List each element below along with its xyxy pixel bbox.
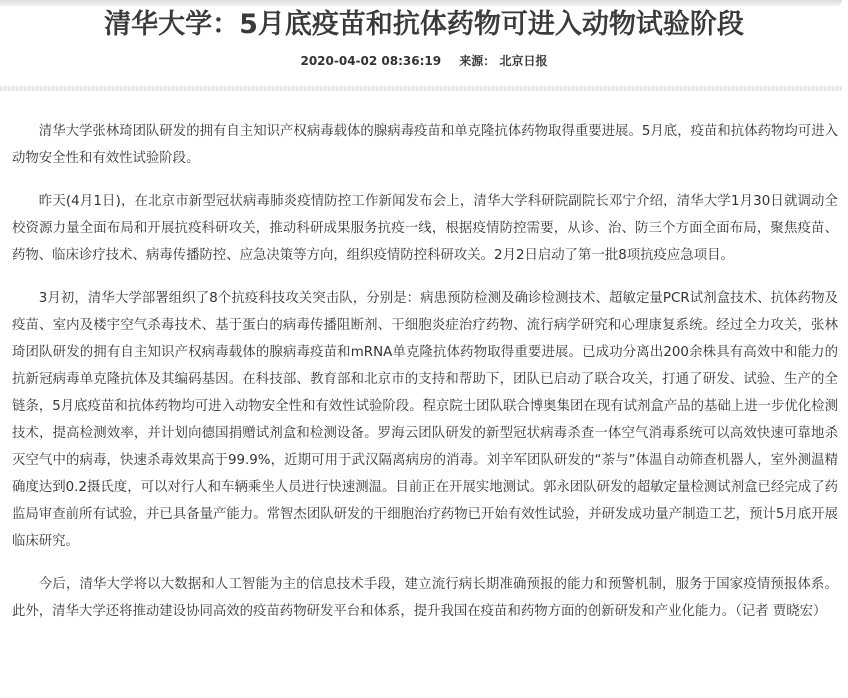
paragraph-4: 今后，清华大学将以大数据和人工智能为主的信息技术手段，建立流行病长期准确预报的能力和预警机制，服务于国家疫情预报体系。此外，清华大学还将推动建设协同高效的疫苗药物研发平台和体系，提升我国在疫苗和药物方面的创新研发和产业化能力。（记者 贾晓宏） bbox=[12, 577, 838, 619]
source-label: 来源： bbox=[459, 54, 496, 68]
paragraph-1: 清华大学张林琦团队研发的拥有自主知识产权病毒载体的腺病毒疫苗和单克隆抗体药物取得重要进展。5月底，疫苗和抗体药物均可进入动物安全性和有效性试验阶段。 bbox=[12, 124, 838, 166]
article-header bbox=[0, 0, 848, 69]
paragraph-2: 昨天(4月1日)，在北京市新型冠状病毒肺炎疫情防控工作新闻发布会上，清华大学科研院副院长邓宁介绍，清华大学1月30日就调动全校资源力量全面布局和开展抗疫科研攻关，推动科研成果服务抗疫一线，根据疫情防控需要，从诊、治、防三个方面全面布局，聚焦疫苗、药物、临床诊疗技术、病毒传播防控、应急决策等方向，组织疫情防控科研攻关。2月2日启动了第一批8项抗疫应急项目。 bbox=[12, 194, 838, 263]
paragraph-3: 3月初，清华大学部署组织了8个抗疫科技攻关突击队，分别是：病患预防检测及确诊检测技术、超敏定量PCR试剂盒技术、抗体药物及疫苗、室内及楼宇空气杀毒技术、基于蛋白的病毒传播阻断剂、干细胞炎症治疗药物、流行病学研究和心理康复系统。经过全力攻关，张林琦团队研发的拥有自主知识产权病毒载体的腺病毒疫苗和mRNA单克隆抗体药物取得重要进展。已成功分离出200余株具有高效中和能力的抗新冠病毒单克隆抗体及其编码基因。在科技部、教育部和北京市的支持和帮助下，团队已启动了联合攻关，打通了研发、试验、生产的全链条，5月底疫苗和抗体药物均可进入动物安全性和有效性试验阶段。程京院士团队联合博奥集团在现有试剂盒产品的基础上进一步优化检测技术，提高检测效率，并计划向德国捐赠试剂盒和检测设备。罗海云团队研发的新型冠状病毒杀查一体空气消毒系统可以高效快速可靠地杀灭空气中的病毒，快速杀毒效果高于99.9%，近期可用于武汉隔离病房的消毒。刘辛军团队研发的“荼与”体温自动筛查机器人，室外测温精确度达到0.2摄氏度，可以对行人和车辆乘坐人员进行快速测温。目前正在开展实地测试。郭永团队研发的超敏定量检测试剂盒已经完成了药监局审查前所有试验，并已具备量产能力。常智杰团队研发的干细胞治疗药物已开始有效性试验，并研发成功量产制造工艺，预计5月底开展临床研究。 bbox=[12, 291, 838, 549]
article-meta bbox=[0, 53, 848, 69]
header-separator bbox=[0, 86, 842, 91]
article-body bbox=[12, 118, 838, 641]
article-title: 清华大学：5月底疫苗和抗体药物可进入动物试验阶段 bbox=[104, 9, 744, 40]
publish-date: 2020-04-02 08:36:19 bbox=[300, 54, 442, 68]
source-name: 北京日报 bbox=[499, 54, 548, 68]
